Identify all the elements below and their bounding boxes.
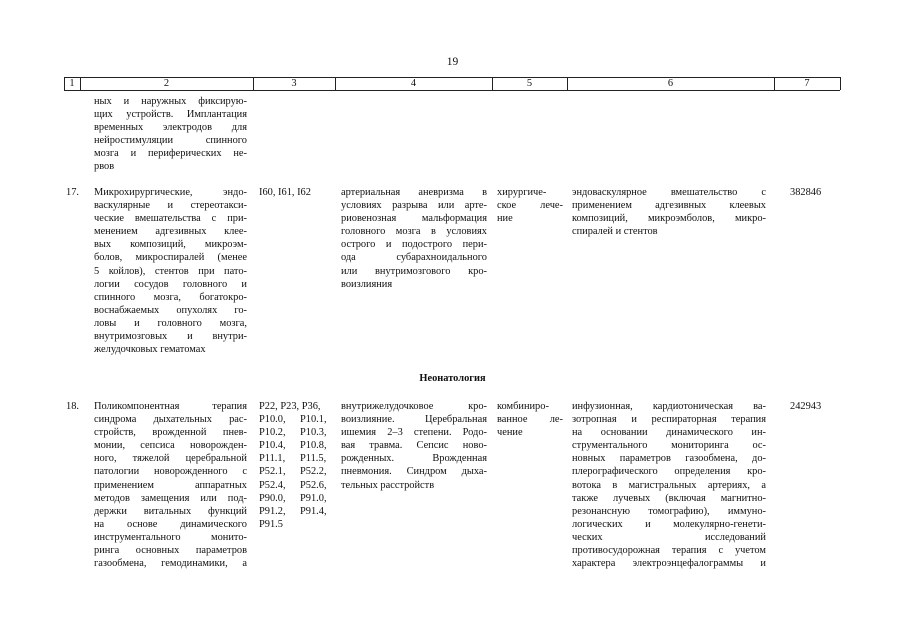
header-divider bbox=[840, 77, 841, 90]
page-number: 19 bbox=[446, 56, 459, 68]
text-line: ние bbox=[497, 213, 513, 225]
text-line: временных электродов для bbox=[94, 122, 247, 134]
header-col-3: 3 bbox=[291, 78, 297, 89]
text-line: вых композиций, микроэм- bbox=[94, 239, 247, 251]
code: P11.1, bbox=[259, 453, 286, 465]
section-title: Неонатология bbox=[419, 373, 486, 384]
text-line: монии, сепсиса новорожден- bbox=[94, 440, 247, 452]
code: P52.6, bbox=[300, 479, 327, 491]
code: P22, P23, P36, bbox=[259, 401, 321, 412]
text-line: острого и подострого пери- bbox=[341, 239, 487, 251]
row-17-codes bbox=[259, 186, 331, 199]
text-line: комбиниро- bbox=[497, 401, 549, 412]
text-line: ванное ле- bbox=[497, 414, 563, 426]
code: P10.3, bbox=[300, 427, 327, 439]
header-col-1: 1 bbox=[69, 78, 75, 89]
text-line: инструментального монито- bbox=[94, 531, 247, 543]
text-line: желудочковых гематомах bbox=[94, 344, 206, 356]
text-line: вая травма. Сепсис ново- bbox=[341, 440, 487, 452]
header-bottom-rule bbox=[64, 90, 840, 91]
header-col-5: 5 bbox=[526, 78, 533, 89]
text-line: спинного мозга, богатокро- bbox=[94, 291, 247, 303]
row-17-description bbox=[94, 186, 247, 356]
text-line: воизлияния bbox=[341, 278, 393, 290]
text-line: на основании динамического ин- bbox=[572, 427, 766, 439]
text-line: применением аппаратных bbox=[94, 479, 247, 491]
text-line: ного, тяжелой церебральной bbox=[94, 453, 247, 465]
text-line: ишемия 2–3 степени. Родо- bbox=[341, 427, 487, 439]
text-line: противосудорожная терапия с учетом bbox=[572, 545, 766, 557]
text-line: ское лече- bbox=[497, 200, 563, 212]
row-17-number: 17. bbox=[66, 187, 79, 198]
text-line: рожденных. Врожденная bbox=[341, 453, 487, 465]
header-col-4: 4 bbox=[410, 78, 417, 89]
code: P91.0, bbox=[300, 492, 327, 504]
row-18-method bbox=[572, 400, 766, 570]
text-line: риовенозная мальформация bbox=[341, 213, 487, 225]
text-line: менением адгезивных клее- bbox=[94, 226, 247, 238]
code-line bbox=[259, 465, 331, 478]
text-line: Микрохирургические, эндо- bbox=[94, 187, 247, 198]
header-col-2: 2 bbox=[163, 78, 170, 89]
code-line bbox=[259, 439, 331, 452]
text-line: условиях разрыва или арте- bbox=[341, 200, 487, 212]
code-line bbox=[259, 426, 331, 439]
text-line: резонансную томографию), иммуно- bbox=[572, 505, 766, 517]
text-line: струментального мониторинга ос- bbox=[572, 440, 766, 452]
text-line: Поликомпонентная терапия bbox=[94, 401, 247, 412]
row-18-description bbox=[94, 400, 247, 570]
text-line: методов замещения или под- bbox=[94, 492, 247, 504]
text-line: внутримозговых и внутри- bbox=[94, 331, 247, 343]
text-line: логии сосудов головного и bbox=[94, 278, 247, 290]
code: P52.1, bbox=[259, 466, 286, 478]
text-line: артериальная аневризма в bbox=[341, 187, 487, 198]
text-line: воснабжаемых опухолях го- bbox=[94, 304, 247, 316]
code-line bbox=[259, 479, 331, 492]
row-17-method bbox=[572, 186, 766, 238]
code-line bbox=[259, 518, 331, 531]
code: P10.0, bbox=[259, 414, 286, 426]
text-line: эндоваскулярное вмешательство с bbox=[572, 187, 766, 198]
text-line: пневмония. Синдром дыха- bbox=[341, 466, 487, 478]
text-line: держки витальных функций bbox=[94, 505, 247, 517]
text-line: композиций, микроэмболов, микро- bbox=[572, 213, 766, 225]
text-line: болов, микроспиралей (менее bbox=[94, 252, 247, 264]
code: P91.5 bbox=[259, 518, 283, 530]
text-line: логических и молекулярно-генети- bbox=[572, 518, 766, 530]
continuation-description bbox=[94, 95, 247, 174]
code-line bbox=[259, 413, 331, 426]
code: P11.5, bbox=[300, 453, 327, 465]
row-18-treatment-type bbox=[497, 400, 563, 439]
header-col-6: 6 bbox=[667, 78, 674, 89]
row-17-diagnosis bbox=[341, 186, 487, 291]
text-line: ода субарахноидального bbox=[341, 252, 487, 264]
text-line: ринга основных параметров bbox=[94, 545, 247, 557]
code: P10.2, bbox=[259, 427, 286, 439]
text-line: чение bbox=[497, 427, 523, 439]
text-line: или внутримозгового кро- bbox=[341, 265, 487, 277]
text-line: мозга и периферических не- bbox=[94, 148, 247, 160]
code: P91.2, bbox=[259, 505, 286, 517]
text-line: ловы и головного мозга, bbox=[94, 317, 247, 329]
text-line: рвов bbox=[94, 161, 115, 173]
text-line: васкулярные и стереотакси- bbox=[94, 200, 247, 212]
text-line: применением адгезивных клеевых bbox=[572, 200, 766, 212]
text-line: на основе динамического bbox=[94, 518, 247, 530]
code-line bbox=[259, 452, 331, 465]
text-line: внутрижелудочковое кро- bbox=[341, 401, 487, 412]
text-line: газообмена, гемодинамики, а bbox=[94, 558, 247, 570]
text-line: плерографического определения кро- bbox=[572, 466, 766, 478]
code-line bbox=[259, 400, 331, 413]
text-line: ческие вмешательства с при- bbox=[94, 213, 247, 225]
row-18-cost: 242943 bbox=[790, 401, 822, 412]
code: P10.4, bbox=[259, 440, 286, 452]
code: P52.2, bbox=[300, 466, 327, 478]
row-17-cost: 382846 bbox=[790, 187, 822, 198]
text-line: нейростимуляции спинного bbox=[94, 135, 247, 147]
text-line: вотока в магистральных артериях, а bbox=[572, 479, 766, 491]
text-line: новных параметров газообмена, до- bbox=[572, 453, 766, 465]
text-line: спиралей и стентов bbox=[572, 226, 658, 238]
text-line: зотропная и респираторная терапия bbox=[572, 414, 766, 426]
code: P91.4, bbox=[300, 505, 327, 517]
row-17-treatment-type bbox=[497, 186, 563, 225]
text-line: ных и наружных фиксирую- bbox=[94, 96, 247, 107]
text-line: тельных расстройств bbox=[341, 479, 435, 491]
text-line: ческих исследований bbox=[572, 531, 766, 543]
code: P52.4, bbox=[259, 479, 286, 491]
code: P10.1, bbox=[300, 414, 327, 426]
header-col-7: 7 bbox=[804, 78, 810, 89]
text-line: хирургиче- bbox=[497, 187, 547, 198]
code: P10.8, bbox=[300, 440, 327, 452]
text-line: щих устройств. Имплантация bbox=[94, 109, 247, 121]
row-18-number: 18. bbox=[66, 401, 79, 412]
text-line: стройств, врожденной пнев- bbox=[94, 427, 247, 439]
text-line: также лучевых (включая магнитно- bbox=[572, 492, 766, 504]
text-line: инфузионная, кардиотоническая ва- bbox=[572, 401, 766, 412]
code: P90.0, bbox=[259, 492, 286, 504]
row-18-diagnosis bbox=[341, 400, 487, 492]
text-line: синдрома дыхательных рас- bbox=[94, 414, 247, 426]
text-line: I60, I61, I62 bbox=[259, 187, 311, 198]
row-18-codes bbox=[259, 400, 331, 531]
text-line: воизлияние. Церебральная bbox=[341, 414, 487, 426]
text-line: головного мозга в условиях bbox=[341, 226, 487, 238]
code-line bbox=[259, 505, 331, 518]
text-line: 5 койлов), стентов при пато- bbox=[94, 265, 247, 277]
text-line: патологии новорожденного с bbox=[94, 466, 247, 478]
text-line: характера электроэнцефалограммы и bbox=[572, 558, 766, 570]
code-line bbox=[259, 492, 331, 505]
